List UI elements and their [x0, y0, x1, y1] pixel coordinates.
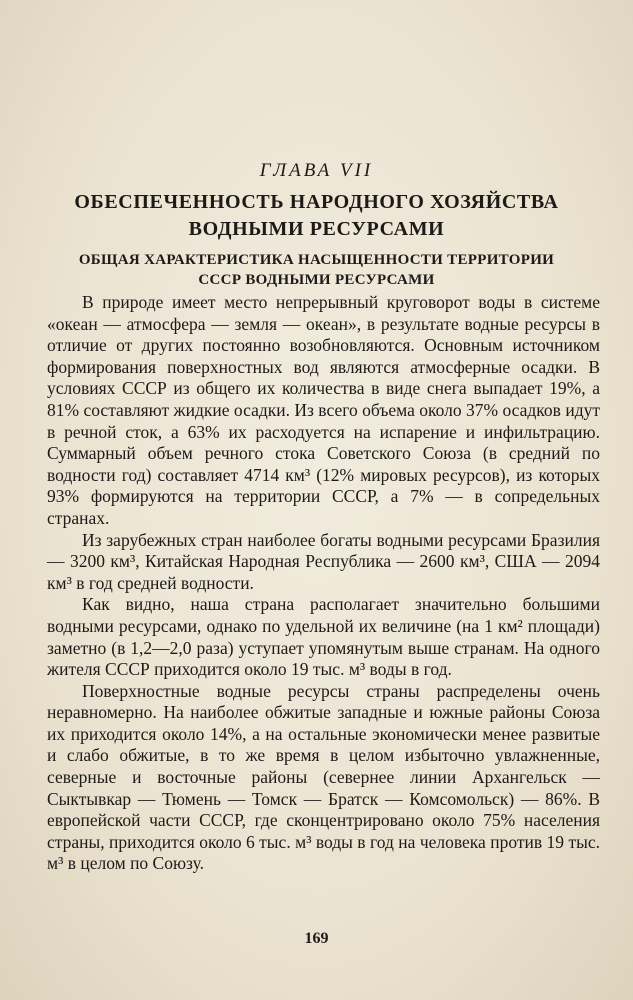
section-subtitle: [0, 250, 633, 290]
section-subtitle-line-2: СССР ВОДНЫМИ РЕСУРСАМИ: [198, 272, 435, 288]
section-subtitle-line-1: ОБЩАЯ ХАРАКТЕРИСТИКА НАСЫЩЕННОСТИ ТЕРРИТОРИИ: [78, 252, 555, 268]
chapter-title-line-1: ОБЕСПЕЧЕННОСТЬ НАРОДНОГО ХОЗЯЙСТВА: [74, 191, 559, 213]
paragraph-2: Из зарубежных стран наиболее богаты водными ресурсами Бразилия — 3200 км³, Китайская Народная Республика — 2600 км³, США — 2094 км³ в год средней водности.: [47, 529, 600, 593]
body-text: [47, 292, 600, 875]
paragraph-3: Как видно, наша страна располагает значительно большими водными ресурсами, однако по удельной их величине (на 1 км² площади) заметно (в 1,2—2,0 раза) уступает упомянутым выше странам. На одного жителя СССР приходится около 19 тыс. м³ воды в год.: [47, 594, 600, 680]
paragraph-1: В природе имеет место непрерывный круговорот воды в системе «океан — атмосфера — земля — океан», в результате водные ресурсы в отличие от других постоянно возобновляются. Основным источником формирования поверхностных вод являются атмосферные осадки. В условиях СССР из общего их количества в виде снега выпадает 19%, а 81% составляют жидкие осадки. Из всего объема около 37% осадков идут в речной сток, а 63% их расходуется на испарение и инфильтрацию. Суммарный объем речного стока Советского Союза (в средний по водности год) составляет 4714 км³ (12% мировых ресурсов), из которых 93% формируются на территории СССР, а 7% — в сопредельных странах.: [47, 292, 600, 528]
paragraph-4: Поверхностные водные ресурсы страны распределены очень неравномерно. На наиболее обжитые западные и южные районы Союза их приходится около 14%, а на остальные экономически менее развитые и слабо обжитые, в то же время в целом избыточно увлажненные, северные и восточные районы (севернее линии Архангельск — Сыктывкар — Тюмень — Томск — Братск — Комсомольск) — 86%. В европейской части СССР, где сконцентрировано около 75% населения страны, приходится около 6 тыс. м³ воды в год на человека против 19 тыс. м³ в целом по Союзу.: [47, 680, 600, 874]
chapter-title-line-2: ВОДНЫМИ РЕСУРСАМИ: [188, 218, 445, 240]
page-number: 169: [304, 930, 329, 947]
chapter-label: ГЛАВА VII: [259, 160, 374, 181]
chapter-title: [0, 189, 633, 243]
